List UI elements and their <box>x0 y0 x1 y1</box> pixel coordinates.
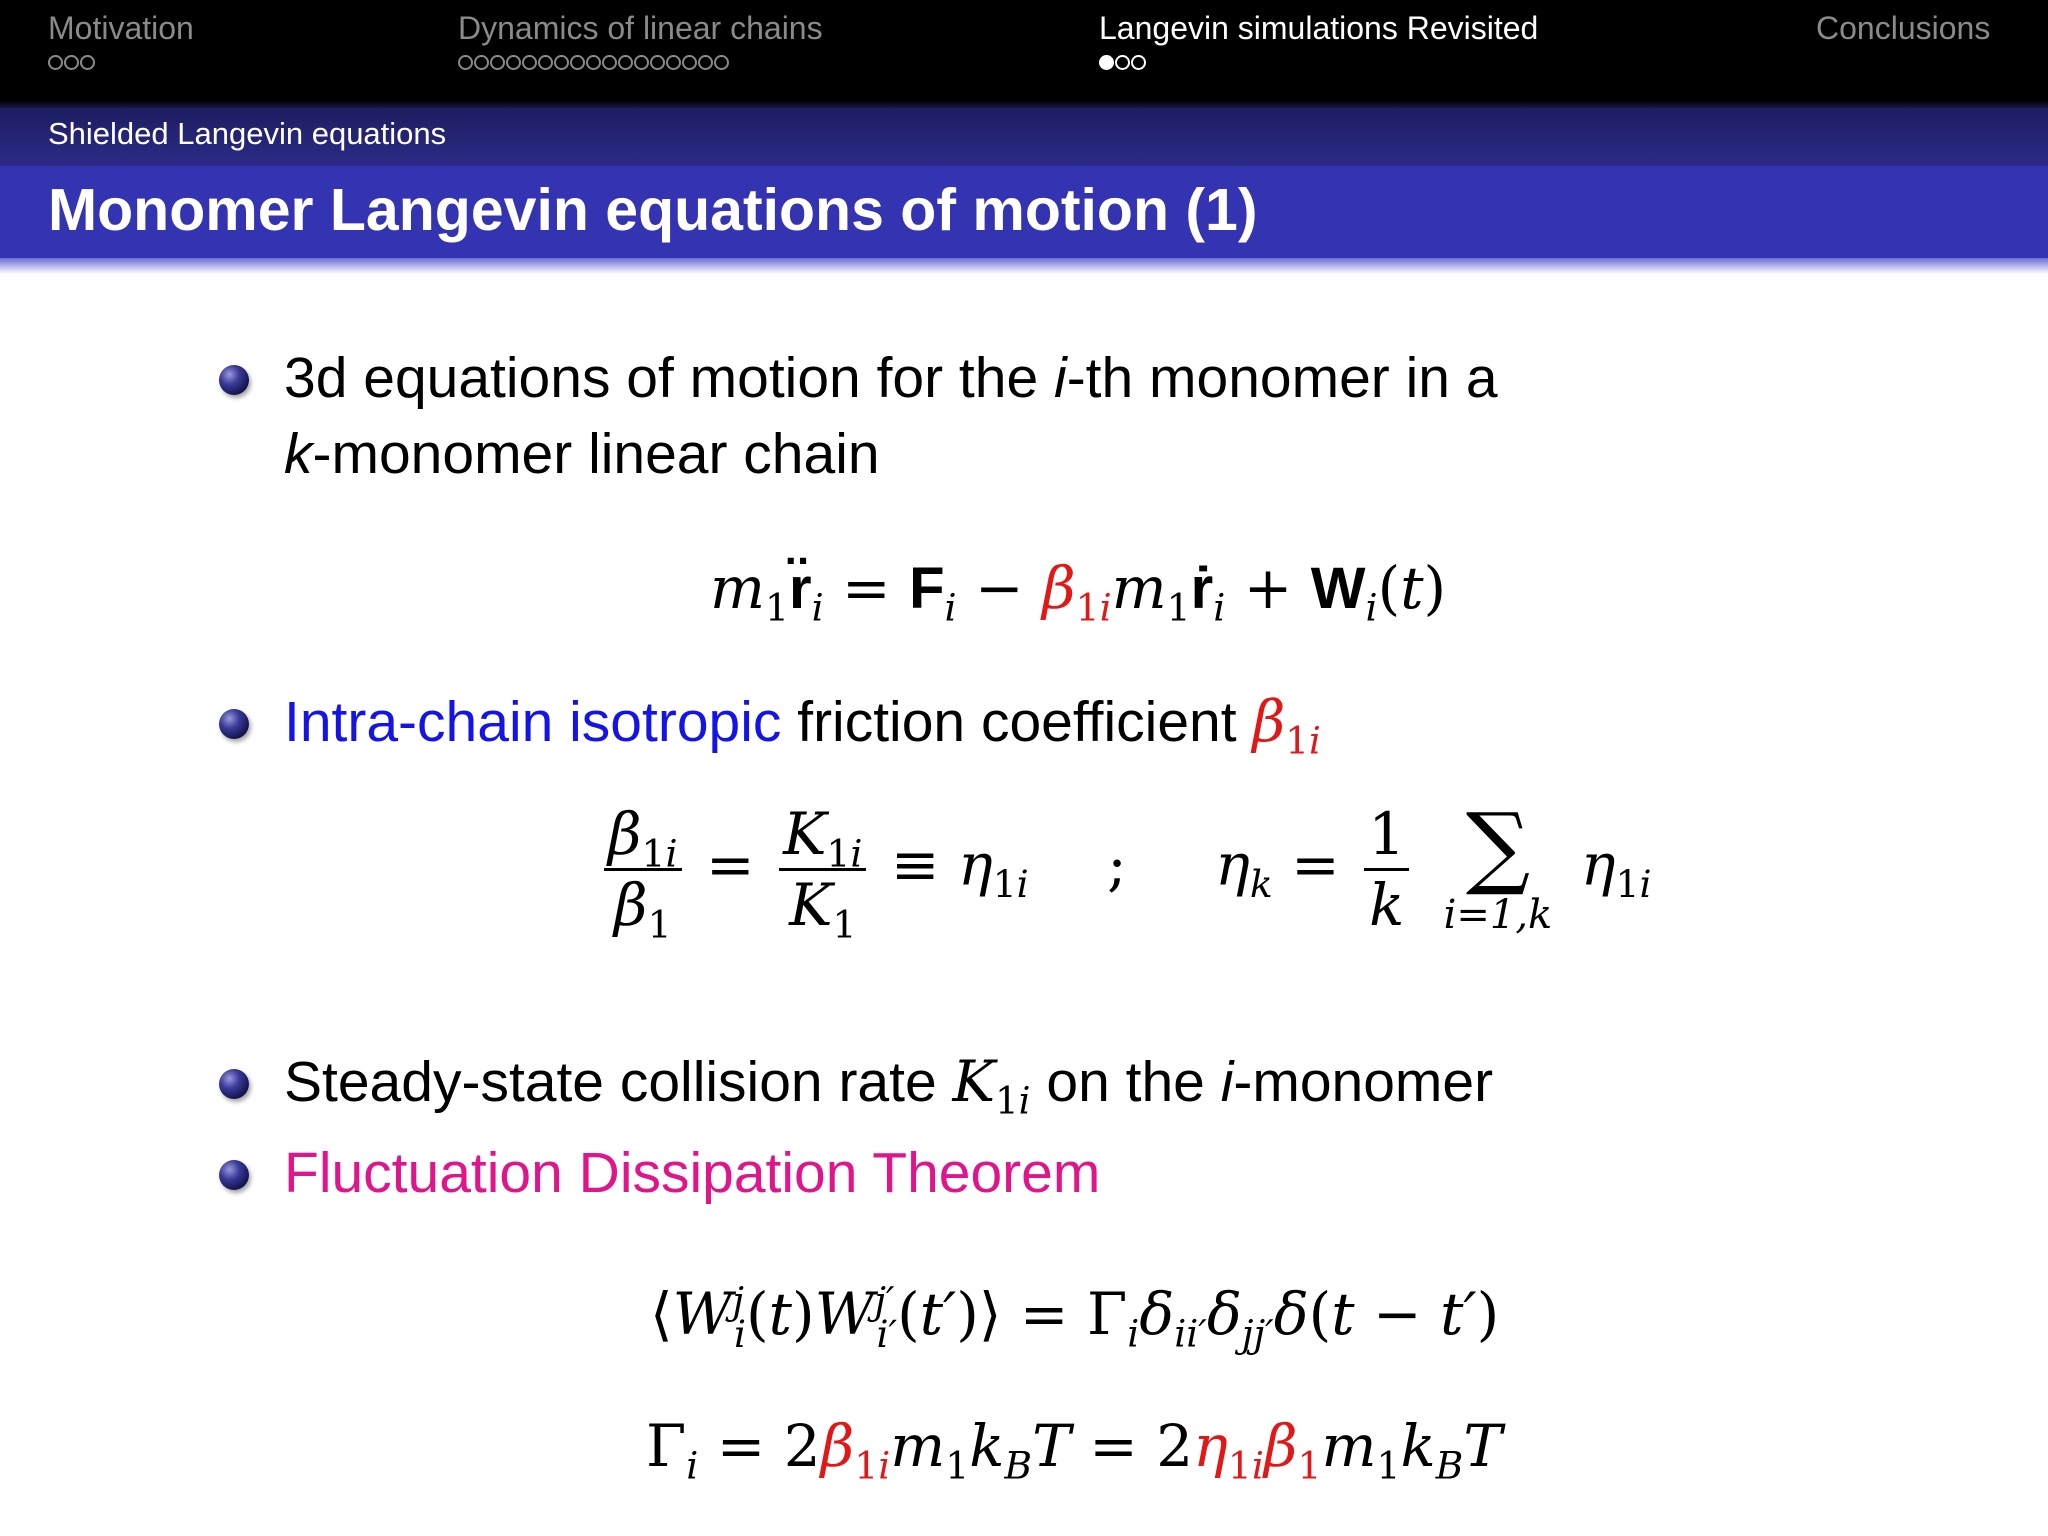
text-run: -monomer linear chain <box>312 422 880 486</box>
math-var: i <box>1054 346 1067 410</box>
nav-dot[interactable] <box>682 55 697 70</box>
nav-dot[interactable] <box>64 55 79 70</box>
nav-dot[interactable] <box>554 55 569 70</box>
nav-dot[interactable] <box>48 55 63 70</box>
nav-dot[interactable] <box>714 55 729 70</box>
subsection-bar <box>0 108 2048 166</box>
equation-of-motion: $m_1r̈_i = F_i$ − $\beta_{1i}m_1ṙ_i + W_i(t)$ <box>710 554 1447 630</box>
bullet-text-4: Fluctuation Dissipation Theorem <box>284 1141 1101 1205</box>
fraction: $\frac{\beta_{1i}}{\beta_1}$ <box>604 800 682 939</box>
nav-dot[interactable] <box>570 55 585 70</box>
text-run: on the <box>1030 1050 1221 1114</box>
nav-dot[interactable] <box>458 55 473 70</box>
text-run: -th monomer in a <box>1066 346 1498 410</box>
nav-dot[interactable] <box>80 55 95 70</box>
nav-section-title[interactable]: Conclusions <box>1816 10 1991 46</box>
summation: ∑ i=1,k <box>1443 793 1553 938</box>
frame-title-bar <box>0 166 2048 258</box>
text-run: 3d equations of motion for the <box>284 346 1055 410</box>
nav-dot[interactable] <box>490 55 505 70</box>
nav-dot[interactable] <box>666 55 681 70</box>
text-run: -monomer <box>1233 1050 1494 1114</box>
nav-dot[interactable] <box>618 55 633 70</box>
nav-section-title[interactable]: Dynamics of linear chains <box>458 10 823 46</box>
nav-dot[interactable] <box>538 55 553 70</box>
navigation-bar <box>0 0 2048 102</box>
bullet-text-2 <box>284 684 1321 763</box>
bullet-icon <box>219 1069 249 1099</box>
subsection-title: Shielded Langevin equations <box>48 116 447 151</box>
nav-dot[interactable] <box>474 55 489 70</box>
title-shadow <box>0 258 2048 274</box>
highlight-term: Intra-chain isotropic <box>284 690 782 754</box>
nav-section-title[interactable]: Motivation <box>48 10 194 46</box>
nav-dot[interactable] <box>650 55 665 70</box>
nav-section-motivation[interactable] <box>48 10 194 75</box>
frame-title: Monomer Langevin equations of motion (1) <box>48 177 1258 243</box>
bullet-icon <box>219 709 249 739</box>
fraction: $\frac{K_{1i}}{K_1}$ <box>779 800 866 939</box>
text-run: Steady-state collision rate <box>284 1050 953 1114</box>
text-run: friction coefficient <box>781 690 1253 754</box>
fraction: $\frac{1}{k}$ <box>1364 800 1409 939</box>
nav-dot[interactable] <box>602 55 617 70</box>
nav-dot[interactable] <box>698 55 713 70</box>
nav-section-conclusions[interactable] <box>1816 10 1990 47</box>
nav-dot[interactable] <box>522 55 537 70</box>
math-symbol: $K_{1i}$ <box>952 1049 1031 1123</box>
math-var: i <box>1220 1050 1234 1114</box>
nav-dot[interactable] <box>506 55 521 70</box>
nav-dot[interactable] <box>1131 55 1146 70</box>
nav-dot[interactable] <box>1115 55 1130 70</box>
nav-section-langevin[interactable] <box>1099 10 1538 75</box>
gamma-equation: $\Gamma_i = 2\beta_{1i}m_1k_BT = 2\eta_{1i}\beta_1m_1k_BT$ <box>646 1412 1503 1488</box>
nav-dots <box>458 55 823 75</box>
nav-section-dynamics[interactable] <box>458 10 823 75</box>
bullet-icon <box>219 365 249 395</box>
friction-ratio-equation: $\frac{\beta_{1i}}{\beta_1}$ = $\frac{K_{1i}}{K_1}$ ≡ $\eta_{1i}$ ; $\eta_k$ = $\frac{1}{k}$ ∑ i=1,k $\eta_{1i}$ <box>598 800 1652 939</box>
bullet-text-3 <box>284 1044 1494 1123</box>
bullet-text-1 <box>284 340 1498 492</box>
nav-dot[interactable] <box>634 55 649 70</box>
bullet-icon <box>219 1160 249 1190</box>
nav-dot-current[interactable] <box>1099 55 1114 70</box>
nav-dots <box>48 55 194 75</box>
noise-correlation-equation: $⟨W^j_i(t)W^{j'}_{i'}(t')⟩ = \Gamma_i\delta_{ii'}\delta_{jj'}\delta(t - t')$ <box>650 1278 1500 1356</box>
nav-dots <box>1099 55 1538 75</box>
math-var: k <box>284 422 313 486</box>
math-symbol: $\beta_{1i}$ <box>1252 689 1321 763</box>
nav-section-title[interactable]: Langevin simulations Revisited <box>1099 10 1539 46</box>
nav-dot[interactable] <box>586 55 601 70</box>
